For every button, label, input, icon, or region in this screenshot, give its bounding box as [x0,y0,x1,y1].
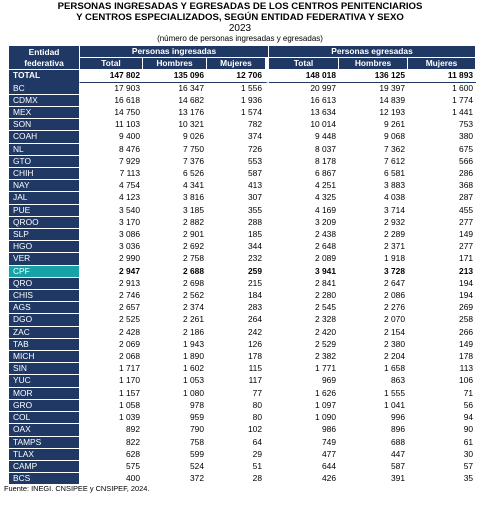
cell-in-men: 7 750 [143,144,207,156]
table-row [9,156,476,168]
cell-in-women: 264 [207,314,269,326]
cell-in-women: 126 [207,339,269,351]
cell-out-women: 1 774 [408,95,476,107]
entity-name-cell: GTO [9,156,80,168]
group-header-egresadas: Personas egresadas [269,46,476,58]
report-title-line2: Y CENTROS ESPECIALIZADOS, SEGÚN ENTIDAD FEDERATIVA Y SEXO [76,12,404,23]
cell-in-women: 102 [207,424,269,436]
cell-out-total: 2 280 [269,290,339,302]
cell-in-total: 3 540 [80,205,143,217]
cell-in-men: 1 943 [143,339,207,351]
entity-name-cell: MOR [9,388,80,400]
cell-in-men: 10 321 [143,119,207,131]
cell-in-men: 2 901 [143,229,207,241]
cell-in-men: 2 374 [143,302,207,314]
cell-in-women: 288 [207,217,269,229]
cell-in-total: 2 913 [80,278,143,290]
table-row [9,217,476,229]
entity-name-cell: SLP [9,229,80,241]
entity-name-cell: MICH [9,351,80,363]
cell-in-total: 822 [80,437,143,449]
entity-name-cell: CAMP [9,461,80,473]
cell-in-men: 14 682 [143,95,207,107]
table-row [9,266,476,278]
entity-name-cell: QRO [9,278,80,290]
cell-out-women: 368 [408,180,476,192]
table-row-total [9,70,476,82]
cell-in-men: 4 341 [143,180,207,192]
cell-out-women: 194 [408,290,476,302]
cell-out-women: 30 [408,449,476,461]
cell-in-men: 524 [143,461,207,473]
cell-in-men: 13 176 [143,107,207,119]
cell-in-women: 12 706 [207,70,269,82]
cell-in-total: 17 903 [80,83,143,95]
cell-in-total: 4 754 [80,180,143,192]
cell-out-women: 675 [408,144,476,156]
cell-in-women: 283 [207,302,269,314]
col-header-out-total: Total [269,58,339,70]
cell-in-total: 1 039 [80,412,143,424]
cell-in-men: 599 [143,449,207,461]
table-row [9,290,476,302]
cell-out-total: 2 841 [269,278,339,290]
table-row [9,375,476,387]
entity-name-cell: PUE [9,205,80,217]
cell-out-total: 986 [269,424,339,436]
table-row [9,314,476,326]
cell-out-men: 9 068 [339,131,408,143]
entity-name-cell: COL [9,412,80,424]
cell-out-men: 688 [339,437,408,449]
table-row [9,180,476,192]
cell-out-total: 969 [269,375,339,387]
cell-out-women: 753 [408,119,476,131]
cell-out-women: 213 [408,266,476,278]
cell-out-total: 2 529 [269,339,339,351]
cell-out-men: 7 612 [339,156,408,168]
cell-out-total: 1 097 [269,400,339,412]
table-row [9,278,476,290]
cell-in-women: 117 [207,375,269,387]
cell-out-total: 1 626 [269,388,339,400]
cell-out-total: 2 089 [269,253,339,265]
cell-in-total: 2 068 [80,351,143,363]
cell-out-women: 35 [408,473,476,485]
cell-out-total: 3 209 [269,217,339,229]
cell-in-total: 2 990 [80,253,143,265]
cell-in-men: 2 882 [143,217,207,229]
cell-out-men: 1 041 [339,400,408,412]
table-row [9,253,476,265]
cell-in-women: 726 [207,144,269,156]
cell-out-women: 171 [408,253,476,265]
cell-in-total: 628 [80,449,143,461]
cell-out-women: 269 [408,302,476,314]
cell-out-men: 6 581 [339,168,408,180]
cell-out-men: 1 918 [339,253,408,265]
cell-in-women: 374 [207,131,269,143]
cell-out-women: 149 [408,229,476,241]
cell-in-total: 8 476 [80,144,143,156]
cell-out-men: 2 647 [339,278,408,290]
entity-name-cell: YUC [9,375,80,387]
cell-in-men: 1 080 [143,388,207,400]
report-year: 2023 [228,23,252,34]
cell-in-total: 1 058 [80,400,143,412]
cell-out-total: 8 037 [269,144,339,156]
cell-out-men: 1 555 [339,388,408,400]
entity-name-cell: TOTAL [9,70,80,82]
cell-in-women: 242 [207,327,269,339]
cell-in-men: 1 602 [143,363,207,375]
entity-name-cell: NAY [9,180,80,192]
cell-in-men: 7 376 [143,156,207,168]
entity-name-cell: NL [9,144,80,156]
cell-out-men: 996 [339,412,408,424]
cell-in-men: 2 692 [143,241,207,253]
entity-name-cell: OAX [9,424,80,436]
cell-in-total: 7 113 [80,168,143,180]
cell-in-men: 2 261 [143,314,207,326]
source-note: Fuente: INEGI. CNSIPEE y CNSIPEF, 2024. [4,484,150,494]
cell-in-men: 2 688 [143,266,207,278]
cell-out-men: 2 371 [339,241,408,253]
cell-out-women: 71 [408,388,476,400]
cell-in-total: 2 746 [80,290,143,302]
cell-in-women: 64 [207,437,269,449]
cell-out-men: 2 086 [339,290,408,302]
cell-out-men: 1 658 [339,363,408,375]
cell-in-total: 1 717 [80,363,143,375]
cell-in-women: 1 556 [207,83,269,95]
table-row [9,400,476,412]
entity-name-cell: TAMPS [9,437,80,449]
cell-out-total: 3 941 [269,266,339,278]
entity-name-cell: TLAX [9,449,80,461]
cell-out-total: 16 613 [269,95,339,107]
entity-name-cell: VER [9,253,80,265]
cell-in-men: 16 347 [143,83,207,95]
table-row [9,327,476,339]
table-row [9,83,476,95]
cell-out-women: 287 [408,192,476,204]
cell-out-men: 3 714 [339,205,408,217]
table-row [9,437,476,449]
cell-out-men: 7 362 [339,144,408,156]
cell-out-total: 2 328 [269,314,339,326]
col-header-out-men: Hombres [339,58,408,70]
cell-in-total: 1 170 [80,375,143,387]
cell-in-men: 135 096 [143,70,207,82]
cell-in-women: 178 [207,351,269,363]
cell-in-women: 80 [207,400,269,412]
col-header-in-total: Total [80,58,143,70]
report-subtitle: (número de personas ingresadas y egresadas) [157,34,323,43]
table-row [9,168,476,180]
table-row [9,192,476,204]
entity-name-cell: QROO [9,217,80,229]
cell-out-men: 447 [339,449,408,461]
cell-out-total: 2 438 [269,229,339,241]
cell-in-women: 77 [207,388,269,400]
table-row [9,449,476,461]
cell-out-women: 266 [408,327,476,339]
cell-in-women: 782 [207,119,269,131]
cell-in-total: 2 947 [80,266,143,278]
entity-name-cell: MEX [9,107,80,119]
cell-in-women: 587 [207,168,269,180]
cell-out-total: 4 325 [269,192,339,204]
col-header-in-women: Mujeres [207,58,269,70]
cell-out-women: 178 [408,351,476,363]
entity-name-cell: BC [9,83,80,95]
cell-in-men: 2 186 [143,327,207,339]
table-header [9,46,476,70]
cell-out-total: 2 648 [269,241,339,253]
cell-in-total: 7 929 [80,156,143,168]
cell-out-men: 2 932 [339,217,408,229]
cell-out-total: 8 178 [269,156,339,168]
cell-out-women: 11 893 [408,70,476,82]
cell-out-men: 4 038 [339,192,408,204]
cell-out-total: 6 867 [269,168,339,180]
cell-out-women: 61 [408,437,476,449]
table-row [9,131,476,143]
cell-out-women: 106 [408,375,476,387]
cell-in-total: 575 [80,461,143,473]
cell-in-men: 3 816 [143,192,207,204]
cell-in-women: 1 936 [207,95,269,107]
cell-out-men: 391 [339,473,408,485]
cell-out-women: 1 600 [408,83,476,95]
cell-out-women: 90 [408,424,476,436]
entity-name-cell: DGO [9,314,80,326]
cell-out-men: 2 380 [339,339,408,351]
entity-name-cell: CPF [9,266,80,278]
cell-in-men: 9 026 [143,131,207,143]
cell-in-total: 9 400 [80,131,143,143]
col-header-in-men: Hombres [143,58,207,70]
cell-out-men: 2 276 [339,302,408,314]
table-row [9,351,476,363]
cell-out-women: 149 [408,339,476,351]
cell-in-men: 790 [143,424,207,436]
cell-out-men: 3 883 [339,180,408,192]
table-row [9,461,476,473]
cell-in-women: 28 [207,473,269,485]
cell-out-men: 2 070 [339,314,408,326]
cell-in-total: 2 069 [80,339,143,351]
entity-name-cell: HGO [9,241,80,253]
cell-out-total: 10 014 [269,119,339,131]
cell-in-men: 978 [143,400,207,412]
cell-out-men: 863 [339,375,408,387]
cell-in-total: 11 103 [80,119,143,131]
cell-in-women: 184 [207,290,269,302]
cell-out-men: 19 397 [339,83,408,95]
table-row [9,388,476,400]
cell-in-women: 51 [207,461,269,473]
entity-name-cell: CHIH [9,168,80,180]
cell-out-women: 277 [408,241,476,253]
cell-out-men: 587 [339,461,408,473]
cell-in-women: 80 [207,412,269,424]
cell-out-women: 113 [408,363,476,375]
cell-in-women: 344 [207,241,269,253]
cell-out-women: 57 [408,461,476,473]
cell-out-women: 277 [408,217,476,229]
entity-name-cell: CDMX [9,95,80,107]
entity-name-cell: AGS [9,302,80,314]
entity-name-cell: GRO [9,400,80,412]
cell-out-total: 1 090 [269,412,339,424]
cell-out-men: 136 125 [339,70,408,82]
cell-out-total: 644 [269,461,339,473]
cell-out-total: 477 [269,449,339,461]
table-row [9,95,476,107]
cell-in-women: 307 [207,192,269,204]
table-row [9,119,476,131]
cell-out-women: 380 [408,131,476,143]
cell-out-men: 3 728 [339,266,408,278]
cell-out-men: 2 204 [339,351,408,363]
cell-in-women: 232 [207,253,269,265]
cell-out-total: 2 545 [269,302,339,314]
table-row [9,424,476,436]
data-table [9,46,476,485]
cell-in-men: 372 [143,473,207,485]
entity-name-cell: BCS [9,473,80,485]
cell-in-men: 2 758 [143,253,207,265]
cell-out-men: 2 154 [339,327,408,339]
cell-out-total: 13 634 [269,107,339,119]
table-row [9,412,476,424]
cell-in-total: 3 170 [80,217,143,229]
cell-in-women: 185 [207,229,269,241]
entity-header-line2: federativa [24,57,64,68]
cell-out-total: 426 [269,473,339,485]
col-header-out-women: Mujeres [408,58,476,70]
cell-in-women: 1 574 [207,107,269,119]
cell-out-women: 194 [408,278,476,290]
cell-out-women: 286 [408,168,476,180]
entity-name-cell: JAL [9,192,80,204]
report-title-line1: PERSONAS INGRESADAS Y EGRESADAS DE LOS CENTROS PENITENCIARIOS [57,1,423,12]
cell-out-women: 94 [408,412,476,424]
table-row [9,339,476,351]
cell-out-total: 1 771 [269,363,339,375]
cell-in-men: 2 562 [143,290,207,302]
cell-in-total: 2 525 [80,314,143,326]
group-header-ingresadas: Personas ingresadas [80,46,269,58]
cell-in-women: 413 [207,180,269,192]
cell-in-total: 3 086 [80,229,143,241]
cell-out-men: 9 261 [339,119,408,131]
cell-out-women: 258 [408,314,476,326]
cell-out-total: 9 448 [269,131,339,143]
entity-name-cell: CHIS [9,290,80,302]
cell-out-men: 2 289 [339,229,408,241]
cell-in-total: 14 750 [80,107,143,119]
table-row [9,107,476,119]
cell-in-total: 147 802 [80,70,143,82]
cell-in-men: 758 [143,437,207,449]
entity-name-cell: ZAC [9,327,80,339]
entity-header-line1: Entidad [28,46,60,57]
cell-out-men: 12 193 [339,107,408,119]
cell-out-women: 566 [408,156,476,168]
cell-in-women: 553 [207,156,269,168]
cell-out-men: 896 [339,424,408,436]
cell-in-men: 1 053 [143,375,207,387]
cell-out-total: 4 251 [269,180,339,192]
table-row [9,302,476,314]
cell-in-men: 1 890 [143,351,207,363]
cell-in-total: 1 157 [80,388,143,400]
cell-out-total: 148 018 [269,70,339,82]
table-row [9,229,476,241]
cell-out-total: 20 997 [269,83,339,95]
cell-out-total: 2 382 [269,351,339,363]
cell-in-men: 3 185 [143,205,207,217]
cell-in-total: 2 428 [80,327,143,339]
table-row [9,205,476,217]
cell-in-total: 3 036 [80,241,143,253]
entity-name-cell: COAH [9,131,80,143]
cell-in-men: 2 698 [143,278,207,290]
cell-in-women: 29 [207,449,269,461]
cell-out-women: 56 [408,400,476,412]
entity-name-cell: TAB [9,339,80,351]
cell-out-total: 2 420 [269,327,339,339]
cell-in-total: 4 123 [80,192,143,204]
entity-name-cell: SON [9,119,80,131]
cell-in-total: 892 [80,424,143,436]
cell-in-men: 959 [143,412,207,424]
cell-out-total: 4 169 [269,205,339,217]
table-body [9,70,476,485]
cell-out-women: 455 [408,205,476,217]
cell-out-total: 749 [269,437,339,449]
cell-in-women: 215 [207,278,269,290]
table-row [9,241,476,253]
cell-out-women: 1 441 [408,107,476,119]
entity-name-cell: SIN [9,363,80,375]
entity-column-header [9,46,80,70]
cell-in-total: 16 618 [80,95,143,107]
table-row [9,363,476,375]
cell-in-women: 259 [207,266,269,278]
cell-in-total: 2 657 [80,302,143,314]
cell-out-men: 14 839 [339,95,408,107]
cell-in-women: 115 [207,363,269,375]
table-row [9,144,476,156]
cell-in-men: 6 526 [143,168,207,180]
cell-in-women: 355 [207,205,269,217]
cell-in-total: 400 [80,473,143,485]
